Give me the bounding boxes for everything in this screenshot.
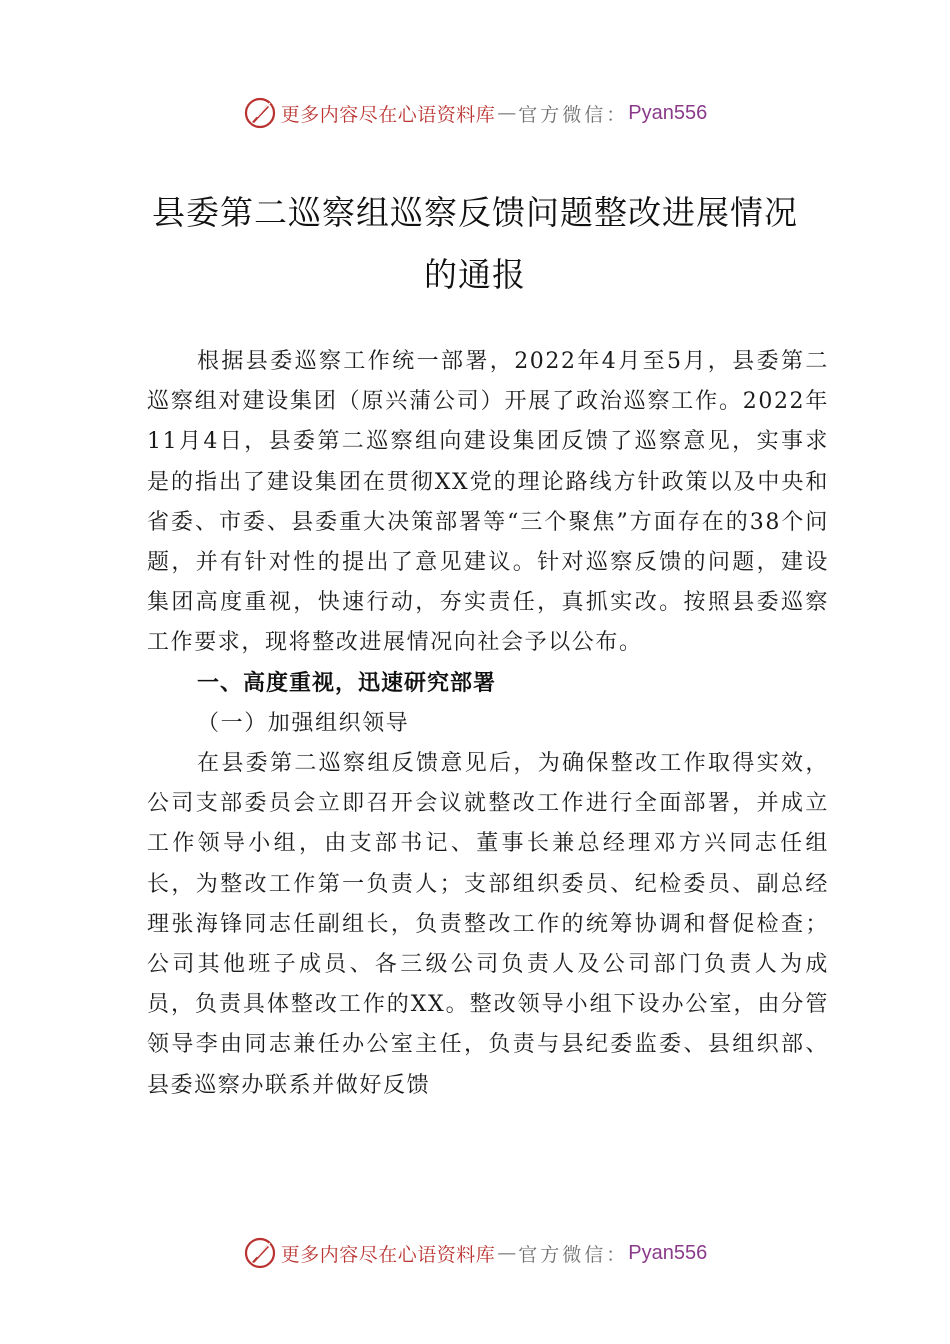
document-body (147, 342, 829, 1106)
watermark-dash: — (497, 1242, 517, 1264)
watermark-wechat-label: 官方微信： (518, 103, 629, 126)
subsection-heading: （一）加强组织领导 (197, 710, 410, 736)
watermark-wechat-id: Pyan556 (628, 1241, 708, 1264)
footer-watermark (0, 1233, 950, 1273)
watermark-dash: — (497, 102, 517, 124)
document-title: 县委第二巡察组巡察反馈问题整改进展情况的通报 (152, 193, 798, 294)
header-watermark (0, 93, 950, 133)
quill-pen-circle-icon (243, 96, 277, 130)
subsection-paragraph: 在县委第二巡察组反馈意见后，为确保整改工作取得实效，公司支部委员会立即召开会议就整改工作进行全面部署，并成立工作领导小组，由支部书记、董事长兼总经理邓方兴同志任组长，为整改工作第一负责人；支部组织委员、纪检委员、副总经理张海锋同志任副组长，负责整改工作的统筹协调和督促检查；公司其他班子成员、各三级公司负责人及公司部门负责人为成员，负责具体整改工作的XX。整改领导小组下设办公室，由分管领导李由同志兼任办公室主任，负责与县纪委监委、县组织部、县委巡察办联系并做好反馈 (147, 751, 829, 1098)
intro-paragraph: 根据县委巡察工作统一部署，2022年4月至5月，县委第二巡察组对建设集团（原兴蒲公司）开展了政治巡察工作。2022年11月4日，县委第二巡察组向建设集团反馈了巡察意见，实事求是的指出了建设集团在贯彻XX党的理论路线方针政策以及中央和省委、市委、县委重大决策部署等“三个聚焦”方面存在的38个问题，并有针对性的提出了意见建议。针对巡察反馈的问题，建设集团高度重视，快速行动，夯实责任，真抓实改。按照县委巡察工作要求，现将整改进展情况向社会予以公布。 (147, 349, 829, 656)
section-heading: 一、高度重视，迅速研究部署 (197, 670, 497, 696)
watermark-wechat-id: Pyan556 (628, 101, 708, 124)
watermark-wechat-label: 官方微信： (518, 1243, 629, 1266)
watermark-brand: 更多内容尽在心语资料库 (280, 103, 496, 126)
watermark-brand: 更多内容尽在心语资料库 (280, 1243, 496, 1266)
quill-pen-circle-icon (243, 1236, 277, 1270)
